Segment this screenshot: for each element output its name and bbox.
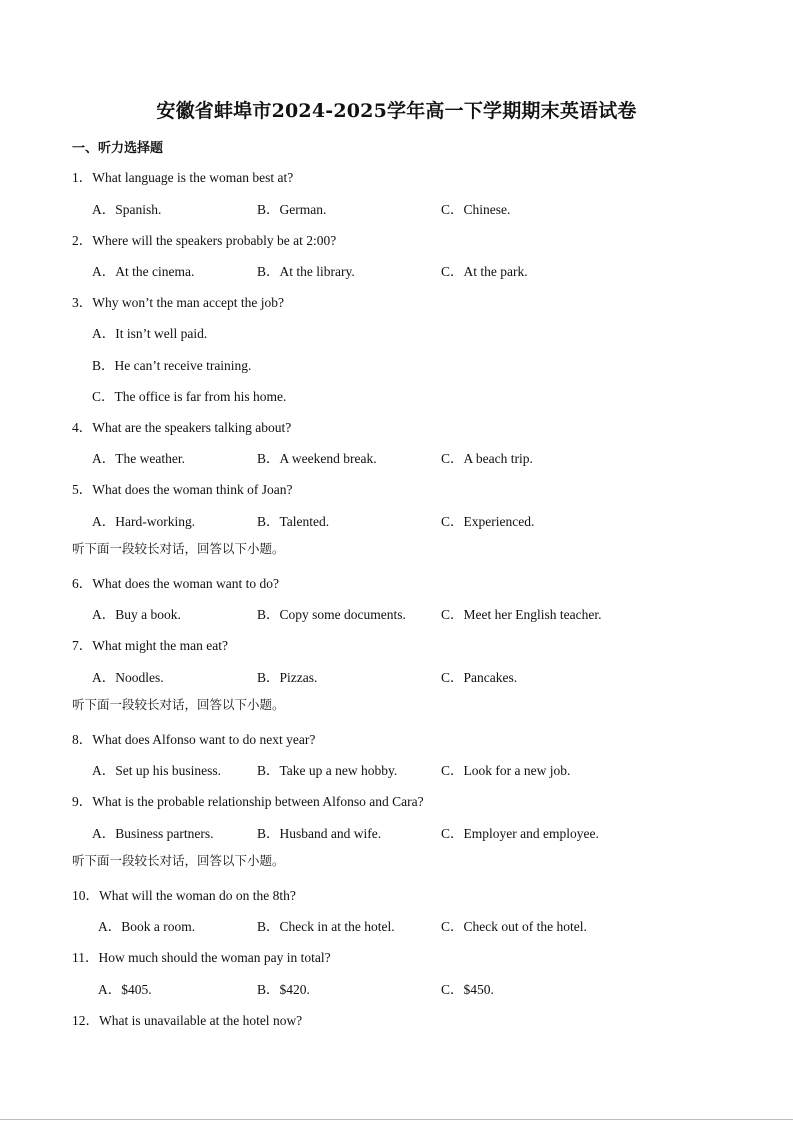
question-6-option-c: C．Meet her English teacher. — [441, 607, 602, 622]
question-5-stem: 5．What does the woman think of Joan? — [72, 482, 293, 497]
question-6-stem: 6．What does the woman want to do? — [72, 576, 279, 591]
question-3-option-b: B．He can’t receive training. — [92, 358, 252, 373]
question-2-stem: 2．Where will the speakers probably be at 2:00? — [72, 233, 337, 248]
question-12-stem: 12．What is unavailable at the hotel now? — [72, 1013, 303, 1028]
long-dialog-note-2: 听下面一段较长对话，回答以下小题。 — [72, 697, 285, 712]
question-6-option-a: A．Buy a book. — [92, 607, 181, 622]
question-7-option-a: A．Noodles. — [92, 670, 164, 685]
section-heading: 一、听力选择题 — [72, 141, 164, 156]
question-10-option-a: A．Book a room. — [98, 919, 196, 934]
long-dialog-note-1: 听下面一段较长对话，回答以下小题。 — [72, 541, 285, 556]
question-1-stem: 1．What language is the woman best at? — [72, 170, 294, 185]
question-7-option-b: B．Pizzas. — [257, 670, 318, 685]
question-11-option-a: A．$405. — [98, 982, 152, 997]
question-5-option-c: C．Experienced. — [441, 514, 535, 529]
question-4-option-b: B．A weekend break. — [257, 451, 377, 466]
question-5-option-b: B．Talented. — [257, 514, 330, 529]
question-7-stem: 7．What might the man eat? — [72, 638, 228, 653]
question-8-option-a: A．Set up his business. — [92, 763, 222, 778]
question-2-option-b: B．At the library. — [257, 264, 355, 279]
question-3-option-a: A．It isn’t well paid. — [92, 326, 208, 341]
question-7-option-c: C．Pancakes. — [441, 670, 518, 685]
question-9-stem: 9．What is the probable relationship between Alfonso and Cara? — [72, 794, 424, 809]
question-2-option-c: C．At the park. — [441, 264, 528, 279]
question-11-option-c: C．$450. — [441, 982, 494, 997]
question-4-option-c: C．A beach trip. — [441, 451, 533, 466]
question-6-option-b: B．Copy some documents. — [257, 607, 406, 622]
question-11-stem: 11．How much should the woman pay in total? — [72, 950, 331, 965]
question-8-option-c: C．Look for a new job. — [441, 763, 571, 778]
question-5-option-a: A．Hard-working. — [92, 514, 196, 529]
question-9-option-b: B．Husband and wife. — [257, 826, 382, 841]
question-8-option-b: B．Take up a new hobby. — [257, 763, 398, 778]
question-1-option-b: B．German. — [257, 202, 327, 217]
question-1-option-a: A．Spanish. — [92, 202, 162, 217]
question-4-option-a: A．The weather. — [92, 451, 185, 466]
question-9-option-a: A．Business partners. — [92, 826, 214, 841]
question-4-stem: 4．What are the speakers talking about? — [72, 420, 292, 435]
question-11-option-b: B．$420. — [257, 982, 310, 997]
page-bottom-divider — [0, 1119, 793, 1120]
question-8-stem: 8．What does Alfonso want to do next year? — [72, 732, 316, 747]
question-1-option-c: C．Chinese. — [441, 202, 511, 217]
page-title: 安徽省蚌埠市2024-2025学年高一下学期期末英语试卷 — [156, 100, 637, 122]
question-2-option-a: A．At the cinema. — [92, 264, 195, 279]
question-10-stem: 10．What will the woman do on the 8th? — [72, 888, 296, 903]
long-dialog-note-3: 听下面一段较长对话，回答以下小题。 — [72, 853, 285, 868]
question-10-option-c: C．Check out of the hotel. — [441, 919, 587, 934]
question-10-option-b: B．Check in at the hotel. — [257, 919, 395, 934]
question-3-option-c: C．The office is far from his home. — [92, 389, 287, 404]
question-3-stem: 3．Why won’t the man accept the job? — [72, 295, 284, 310]
question-9-option-c: C．Employer and employee. — [441, 826, 599, 841]
